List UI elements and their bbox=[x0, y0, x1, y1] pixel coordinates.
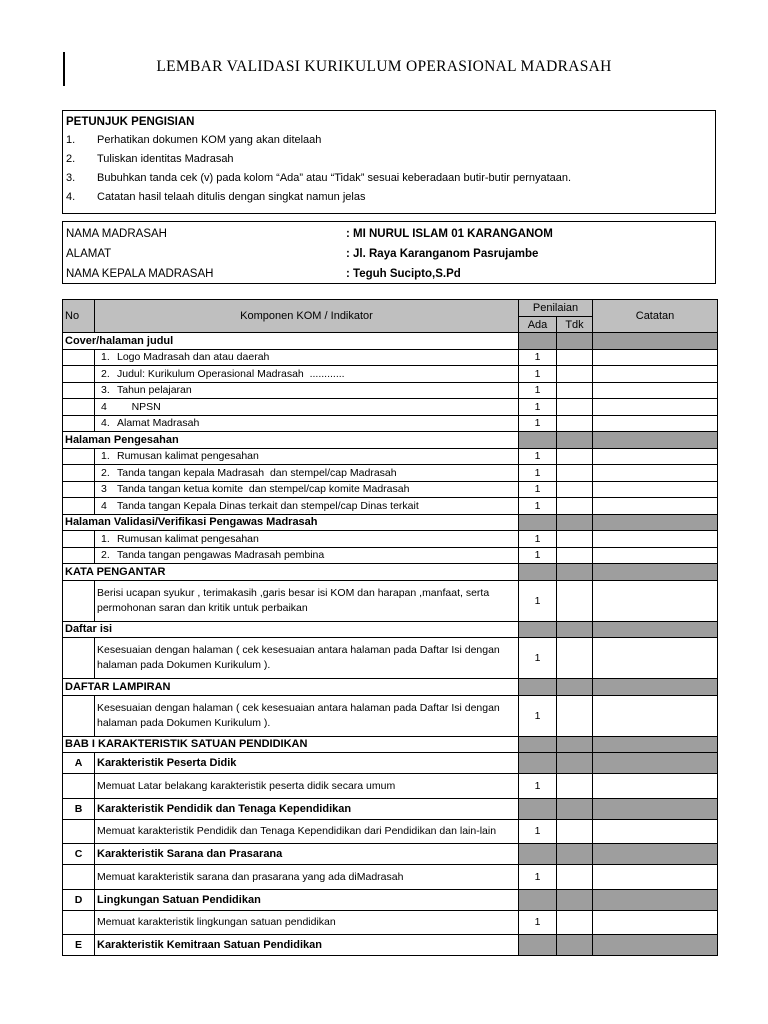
instruction-text: Catatan hasil telaah ditulis dengan singkat namun jelas bbox=[97, 191, 366, 203]
indicator-number: 1. bbox=[101, 351, 110, 364]
identity-value: : MI NURUL ISLAM 01 KARANGANOM bbox=[346, 228, 553, 240]
tdk-cell bbox=[557, 366, 593, 383]
indicator-text: Tanda tangan Kepala Dinas terkait dan stempel/cap Dinas terkait bbox=[117, 499, 419, 512]
identity-row bbox=[66, 224, 712, 244]
catatan-cell bbox=[593, 481, 718, 498]
catatan-cell bbox=[593, 621, 718, 638]
instruction-item bbox=[66, 150, 712, 169]
subsection-label: Lingkungan Satuan Pendidikan bbox=[95, 889, 519, 910]
catatan-cell bbox=[593, 889, 718, 910]
indicator-cell: Kesesuaian dengan halaman ( cek kesesuaian antara halaman pada Daftar Isi dengan halaman pada Dokumen Kurikulum ). bbox=[95, 638, 519, 679]
section-label: DAFTAR LAMPIRAN bbox=[63, 679, 519, 696]
no-cell bbox=[63, 547, 95, 564]
tdk-cell bbox=[557, 415, 593, 432]
instruction-item bbox=[66, 188, 712, 207]
section-row bbox=[63, 736, 718, 753]
tdk-cell bbox=[557, 432, 593, 449]
tdk-cell bbox=[557, 580, 593, 621]
no-cell bbox=[63, 349, 95, 366]
ada-cell bbox=[519, 736, 557, 753]
table-row bbox=[63, 638, 718, 679]
identity-label: NAMA MADRASAH bbox=[66, 228, 167, 240]
tdk-cell bbox=[557, 481, 593, 498]
table-row bbox=[63, 774, 718, 799]
catatan-cell bbox=[593, 798, 718, 819]
table-row bbox=[63, 580, 718, 621]
subsection-label: Karakteristik Pendidik dan Tenaga Kependidikan bbox=[95, 798, 519, 819]
no-cell bbox=[63, 910, 95, 935]
tdk-cell bbox=[557, 531, 593, 548]
catatan-cell bbox=[593, 382, 718, 399]
validation-table bbox=[62, 299, 718, 956]
catatan-cell bbox=[593, 935, 718, 956]
ada-cell: 1 bbox=[519, 481, 557, 498]
tdk-cell bbox=[557, 465, 593, 482]
section-row bbox=[63, 432, 718, 449]
ada-cell: 1 bbox=[519, 774, 557, 799]
table-row bbox=[63, 819, 718, 844]
header-catatan: Catatan bbox=[593, 300, 718, 333]
ada-cell: 1 bbox=[519, 580, 557, 621]
subsection-letter: D bbox=[63, 889, 95, 910]
tdk-cell bbox=[557, 774, 593, 799]
table-row bbox=[63, 415, 718, 432]
tdk-cell bbox=[557, 333, 593, 350]
catatan-cell bbox=[593, 844, 718, 865]
catatan-cell bbox=[593, 638, 718, 679]
tdk-cell bbox=[557, 621, 593, 638]
instructions-box bbox=[62, 110, 716, 214]
indicator-text: Alamat Madrasah bbox=[117, 417, 200, 430]
ada-cell bbox=[519, 679, 557, 696]
catatan-cell bbox=[593, 349, 718, 366]
ada-cell: 1 bbox=[519, 366, 557, 383]
identity-value: : Jl. Raya Karanganom Pasrujambe bbox=[346, 248, 539, 260]
section-label: Halaman Validasi/Verifikasi Pengawas Madrasah bbox=[63, 514, 519, 531]
section-row bbox=[63, 564, 718, 581]
instruction-text: Bubuhkan tanda cek (v) pada kolom “Ada” atau “Tidak” sesuai keberadaan butir-butir pernyataan. bbox=[97, 172, 572, 184]
tdk-cell bbox=[557, 349, 593, 366]
indicator-number: 3. bbox=[101, 384, 110, 397]
instruction-item bbox=[66, 131, 712, 150]
subsection-letter: C bbox=[63, 844, 95, 865]
indicator-cell bbox=[95, 547, 519, 564]
catatan-cell bbox=[593, 432, 718, 449]
header-ada: Ada bbox=[519, 317, 557, 333]
section-row bbox=[63, 514, 718, 531]
indicator-cell bbox=[95, 498, 519, 515]
ada-cell bbox=[519, 844, 557, 865]
tdk-cell bbox=[557, 382, 593, 399]
ada-cell bbox=[519, 621, 557, 638]
table-row bbox=[63, 865, 718, 890]
indicator-text: Judul: Kurikulum Operasional Madrasah ............ bbox=[117, 367, 345, 380]
catatan-cell bbox=[593, 399, 718, 416]
indicator-text: Tanda tangan ketua komite dan stempel/cap komite Madrasah bbox=[117, 483, 410, 496]
catatan-cell bbox=[593, 679, 718, 696]
catatan-cell bbox=[593, 465, 718, 482]
section-label: KATA PENGANTAR bbox=[63, 564, 519, 581]
ada-cell bbox=[519, 432, 557, 449]
ada-cell: 1 bbox=[519, 399, 557, 416]
section-label: BAB I KARAKTERISTIK SATUAN PENDIDIKAN bbox=[63, 736, 519, 753]
tdk-cell bbox=[557, 679, 593, 696]
tdk-cell bbox=[557, 399, 593, 416]
catatan-cell bbox=[593, 865, 718, 890]
identity-row bbox=[66, 264, 712, 284]
ada-cell bbox=[519, 889, 557, 910]
identity-label: ALAMAT bbox=[66, 248, 112, 260]
catatan-cell bbox=[593, 736, 718, 753]
instruction-item bbox=[66, 169, 712, 188]
table-header-row bbox=[63, 300, 718, 317]
indicator-number: 4 bbox=[101, 499, 107, 512]
catatan-cell bbox=[593, 366, 718, 383]
ada-cell bbox=[519, 935, 557, 956]
indicator-number: 2. bbox=[101, 466, 110, 479]
identity-value: : Teguh Sucipto,S.Pd bbox=[346, 268, 461, 280]
tdk-cell bbox=[557, 889, 593, 910]
indicator-number: 2. bbox=[101, 549, 110, 562]
table-body bbox=[63, 333, 718, 956]
subsection-row bbox=[63, 889, 718, 910]
catatan-cell bbox=[593, 695, 718, 736]
table-row bbox=[63, 531, 718, 548]
subsection-row bbox=[63, 753, 718, 774]
ada-cell bbox=[519, 753, 557, 774]
ada-cell: 1 bbox=[519, 865, 557, 890]
no-cell bbox=[63, 399, 95, 416]
catatan-cell bbox=[593, 774, 718, 799]
indicator-cell bbox=[95, 399, 519, 416]
section-label: Halaman Pengesahan bbox=[63, 432, 519, 449]
section-label: Daftar isi bbox=[63, 621, 519, 638]
no-cell bbox=[63, 819, 95, 844]
catatan-cell bbox=[593, 547, 718, 564]
table-row bbox=[63, 465, 718, 482]
ada-cell bbox=[519, 798, 557, 819]
indicator-cell bbox=[95, 531, 519, 548]
no-cell bbox=[63, 531, 95, 548]
indicator-cell: Kesesuaian dengan halaman ( cek kesesuaian antara halaman pada Daftar Isi dengan halaman pada Dokumen Kurikulum ). bbox=[95, 695, 519, 736]
instruction-number: 4. bbox=[66, 191, 76, 203]
indicator-number: 1. bbox=[101, 532, 110, 545]
ada-cell: 1 bbox=[519, 531, 557, 548]
section-row bbox=[63, 679, 718, 696]
ada-cell: 1 bbox=[519, 465, 557, 482]
indicator-number: 4 bbox=[101, 400, 107, 413]
table-row bbox=[63, 366, 718, 383]
indicator-cell bbox=[95, 448, 519, 465]
catatan-cell bbox=[593, 448, 718, 465]
tdk-cell bbox=[557, 547, 593, 564]
tdk-cell bbox=[557, 736, 593, 753]
no-cell bbox=[63, 366, 95, 383]
instruction-number: 1. bbox=[66, 134, 76, 146]
identity-label: NAMA KEPALA MADRASAH bbox=[66, 268, 214, 280]
indicator-text: Tahun pelajaran bbox=[117, 384, 192, 397]
tdk-cell bbox=[557, 514, 593, 531]
indicator-text: Tanda tangan pengawas Madrasah pembina bbox=[117, 549, 325, 562]
tdk-cell bbox=[557, 935, 593, 956]
ada-cell: 1 bbox=[519, 819, 557, 844]
tdk-cell bbox=[557, 753, 593, 774]
no-cell bbox=[63, 638, 95, 679]
table-row bbox=[63, 498, 718, 515]
ada-cell: 1 bbox=[519, 382, 557, 399]
section-row bbox=[63, 333, 718, 350]
table-row bbox=[63, 382, 718, 399]
header-penilaian: Penilaian bbox=[519, 300, 593, 317]
ada-cell: 1 bbox=[519, 349, 557, 366]
catatan-cell bbox=[593, 910, 718, 935]
catatan-cell bbox=[593, 514, 718, 531]
header-tdk: Tdk bbox=[557, 317, 593, 333]
indicator-number: 3 bbox=[101, 483, 107, 496]
catatan-cell bbox=[593, 531, 718, 548]
tdk-cell bbox=[557, 819, 593, 844]
no-cell bbox=[63, 415, 95, 432]
instructions-heading: PETUNJUK PENGISIAN bbox=[66, 116, 195, 128]
ada-cell: 1 bbox=[519, 695, 557, 736]
subsection-letter: B bbox=[63, 798, 95, 819]
instruction-text: Tuliskan identitas Madrasah bbox=[97, 153, 234, 165]
table-row bbox=[63, 448, 718, 465]
indicator-cell: Memuat karakteristik sarana dan prasarana yang ada diMadrasah bbox=[95, 865, 519, 890]
indicator-cell: Memuat karakteristik lingkungan satuan pendidikan bbox=[95, 910, 519, 935]
ada-cell: 1 bbox=[519, 415, 557, 432]
subsection-letter: E bbox=[63, 935, 95, 956]
indicator-text: Tanda tangan kepala Madrasah dan stempel/cap Madrasah bbox=[117, 466, 397, 479]
indicator-cell: Memuat Latar belakang karakteristik peserta didik secara umum bbox=[95, 774, 519, 799]
subsection-row bbox=[63, 844, 718, 865]
ada-cell: 1 bbox=[519, 547, 557, 564]
subsection-row bbox=[63, 935, 718, 956]
no-cell bbox=[63, 498, 95, 515]
identity-box bbox=[62, 221, 716, 284]
no-cell bbox=[63, 695, 95, 736]
no-cell bbox=[63, 774, 95, 799]
indicator-number: 1. bbox=[101, 450, 110, 463]
ada-cell bbox=[519, 514, 557, 531]
tdk-cell bbox=[557, 564, 593, 581]
indicator-text: NPSN bbox=[117, 400, 161, 413]
indicator-cell: Memuat karakteristik Pendidik dan Tenaga Kependidikan dari Pendidikan dan lain-lain bbox=[95, 819, 519, 844]
indicator-cell bbox=[95, 481, 519, 498]
tdk-cell bbox=[557, 865, 593, 890]
tdk-cell bbox=[557, 638, 593, 679]
subsection-letter: A bbox=[63, 753, 95, 774]
table-row bbox=[63, 910, 718, 935]
table-row bbox=[63, 695, 718, 736]
subsection-label: Karakteristik Sarana dan Prasarana bbox=[95, 844, 519, 865]
section-label: Cover/halaman judul bbox=[63, 333, 519, 350]
indicator-cell: Berisi ucapan syukur , terimakasih ,garis besar isi KOM dan harapan ,manfaat, serta permohonan saran dan kritik untuk perbaikan bbox=[95, 580, 519, 621]
table-row bbox=[63, 481, 718, 498]
indicator-text: Rumusan kalimat pengesahan bbox=[117, 532, 259, 545]
catatan-cell bbox=[593, 498, 718, 515]
indicator-number: 2. bbox=[101, 367, 110, 380]
ada-cell bbox=[519, 333, 557, 350]
instruction-number: 3. bbox=[66, 172, 76, 184]
catatan-cell bbox=[593, 333, 718, 350]
ada-cell: 1 bbox=[519, 638, 557, 679]
tdk-cell bbox=[557, 695, 593, 736]
indicator-number: 4. bbox=[101, 417, 110, 430]
indicator-text: Rumusan kalimat pengesahan bbox=[117, 450, 259, 463]
ada-cell: 1 bbox=[519, 910, 557, 935]
indicator-cell bbox=[95, 465, 519, 482]
header-komponen: Komponen KOM / Indikator bbox=[95, 300, 519, 333]
catatan-cell bbox=[593, 580, 718, 621]
indicator-cell bbox=[95, 415, 519, 432]
page-title: LEMBAR VALIDASI KURIKULUM OPERASIONAL MADRASAH bbox=[156, 58, 612, 75]
indicator-cell bbox=[95, 382, 519, 399]
no-cell bbox=[63, 481, 95, 498]
tdk-cell bbox=[557, 844, 593, 865]
catatan-cell bbox=[593, 819, 718, 844]
ada-cell bbox=[519, 564, 557, 581]
section-row bbox=[63, 621, 718, 638]
indicator-text: Logo Madrasah dan atau daerah bbox=[117, 351, 270, 364]
no-cell bbox=[63, 865, 95, 890]
catatan-cell bbox=[593, 753, 718, 774]
catatan-cell bbox=[593, 415, 718, 432]
instruction-number: 2. bbox=[66, 153, 76, 165]
table-row bbox=[63, 349, 718, 366]
catatan-cell bbox=[593, 564, 718, 581]
no-cell bbox=[63, 580, 95, 621]
instruction-text: Perhatikan dokumen KOM yang akan ditelaah bbox=[97, 134, 322, 146]
table-row bbox=[63, 547, 718, 564]
subsection-label: Karakteristik Peserta Didik bbox=[95, 753, 519, 774]
identity-row bbox=[66, 244, 712, 264]
no-cell bbox=[63, 382, 95, 399]
no-cell bbox=[63, 448, 95, 465]
header-no: No bbox=[63, 300, 95, 333]
indicator-cell bbox=[95, 366, 519, 383]
tdk-cell bbox=[557, 798, 593, 819]
tdk-cell bbox=[557, 498, 593, 515]
no-cell bbox=[63, 465, 95, 482]
subsection-label: Karakteristik Kemitraan Satuan Pendidikan bbox=[95, 935, 519, 956]
tdk-cell bbox=[557, 910, 593, 935]
ada-cell: 1 bbox=[519, 498, 557, 515]
table-row bbox=[63, 399, 718, 416]
tdk-cell bbox=[557, 448, 593, 465]
indicator-cell bbox=[95, 349, 519, 366]
subsection-row bbox=[63, 798, 718, 819]
ada-cell: 1 bbox=[519, 448, 557, 465]
